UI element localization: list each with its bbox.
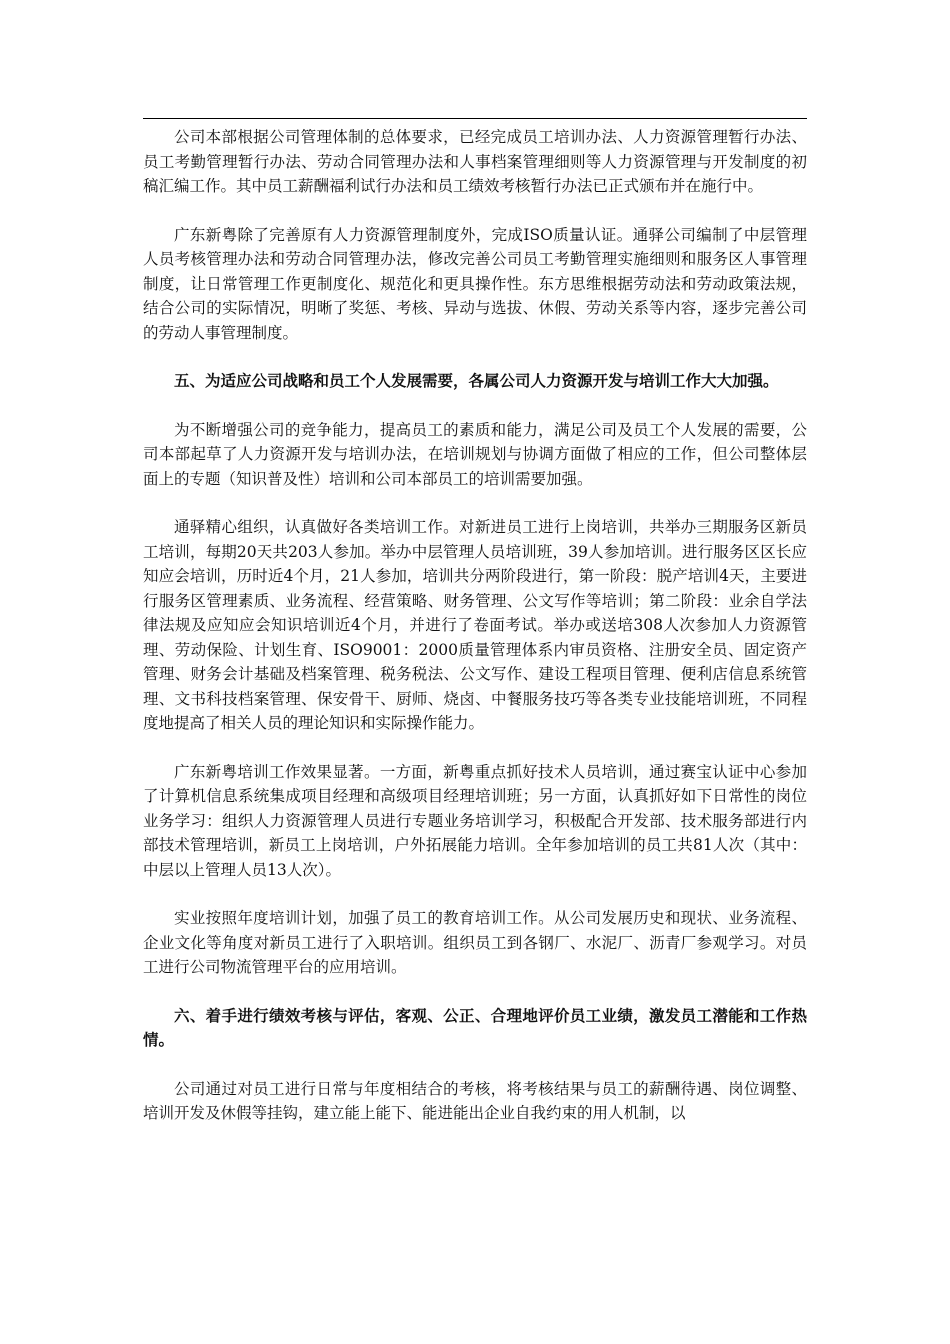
section-heading-six: 六、着手进行绩效考核与评估，客观、公正、合理地评价员工业绩，激发员工潜能和工作热情。 [143, 1005, 807, 1049]
document-body [143, 125, 807, 1150]
paragraph-training-overview: 为不断增强公司的竞争能力，提高员工的素质和能力，满足公司及员工个人发展的需要，公司本部起草了人力资源开发与培训办法，在培训规划与协调方面做了相应的工作，但公司整体层面上的专题（知识普及性）培训和公司本部员工的培训需要加强。 [143, 420, 807, 488]
paragraph-xinyue-training: 广东新粤培训工作效果显著。一方面，新粤重点抓好技术人员培训，通过赛宝认证中心参加了计算机信息系统集成项目经理和高级项目经理培训班；另一方面，认真抓好如下日常性的岗位业务学习：组织人力资源管理人员进行专题业务培训学习，积极配合开发部、技术服务部进行内部技术管理培训，新员工上岗培训，户外拓展能力培训。全年参加培训的员工共81人次（其中：中层以上管理人员13人次）。 [143, 762, 807, 879]
paragraph-shiye-training: 实业按照年度培训计划，加强了员工的教育培训工作。从公司发展历史和现状、业务流程、企业文化等角度对新员工进行了入职培训。组织员工到各钢厂、水泥厂、沥青厂参观学习。对员工进行公司物流管理平台的应用培训。 [143, 909, 807, 976]
header-rule [143, 118, 807, 119]
paragraph-performance: 公司通过对员工进行日常与年度相结合的考核，将考核结果与员工的薪酬待遇、岗位调整、培训开发及休假等挂钩，建立能上能下、能进能出企业自我约束的用人机制，以 [143, 1079, 807, 1122]
paragraph-xinyue-system: 广东新粤除了完善原有人力资源管理制度外，完成ISO质量认证。通驿公司编制了中层管理人员考核管理办法和劳动合同管理办法，修改完善公司员工考勤管理实施细则和服务区人事管理制度，让日常管理工作更制度化、规范化和更具操作性。东方思维根据劳动法和劳动政策法规，结合公司的实际情况，明晰了奖惩、考核、异动与选拔、休假、劳动关系等内容，逐步完善公司的劳动人事管理制度。 [143, 225, 807, 342]
paragraph-hr-system: 公司本部根据公司管理体制的总体要求，已经完成员工培训办法、人力资源管理暂行办法、员工考勤管理暂行办法、劳动合同管理办法和人事档案管理细则等人力资源管理与开发制度的初稿汇编工作。其中员工薪酬福利试行办法和员工绩效考核暂行办法已正式颁布并在施行中。 [143, 128, 807, 195]
paragraph-tongyi-training: 通驿精心组织，认真做好各类培训工作。对新进员工进行上岗培训，共举办三期服务区新员工培训，每期20天共203人参加。举办中层管理人员培训班，39人参加培训。进行服务区区长应知应会培训，历时近4个月，21人参加，培训共分两阶段进行，第一阶段：脱产培训4天，主要进行服务区管理素质、业务流程、经营策略、财务管理、公文写作等培训；第二阶段：业余自学法律法规及应知应会知识培训近4个月，并进行了卷面考试。举办或送培308人次参加人力资源管理、劳动保险、计划生育、ISO9001：2000质量管理体系内审员资格、注册安全员、固定资产管理、财务会计基础及档案管理、税务税法、公文写作、建设工程项目管理、便利店信息系统管理、文书科技档案管理、保安骨干、厨师、烧卤、中餐服务技巧等各类专业技能培训班，不同程度地提高了相关人员的理论知识和实际操作能力。 [143, 518, 807, 732]
section-heading-five: 五、为适应公司战略和员工个人发展需要，各属公司人力资源开发与培训工作大大加强。 [174, 371, 779, 390]
